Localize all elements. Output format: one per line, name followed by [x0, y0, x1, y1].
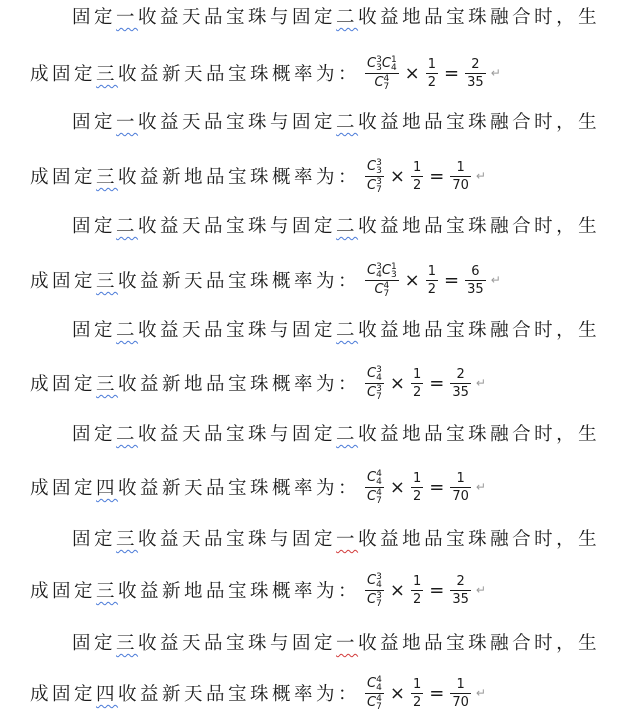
spellcheck-flagged-text: 二	[116, 320, 139, 341]
superscript: 3	[376, 364, 382, 375]
subscript: 7	[383, 288, 390, 299]
sub-superscript	[376, 470, 382, 486]
combination-term	[367, 366, 382, 381]
result-fraction-denominator: 70	[452, 488, 469, 504]
equals-sign: =	[444, 269, 460, 291]
combination-term	[367, 489, 382, 504]
combination-fraction-denominator	[372, 75, 391, 91]
spellcheck-flagged-text: 二	[336, 7, 359, 28]
text-run: 收益地品宝珠融合时，生	[358, 7, 601, 28]
times-sign: ×	[389, 579, 405, 601]
subscript: 3	[390, 269, 397, 280]
superscript: 4	[376, 468, 382, 479]
line-text	[30, 577, 360, 603]
text-run: 收益新地品宝珠概率为：	[118, 374, 361, 395]
result-fraction-denominator: 70	[452, 177, 469, 193]
text-run: 收益新天品宝珠概率为：	[118, 64, 361, 85]
superscript: 3	[376, 176, 382, 187]
subscript: 7	[376, 495, 382, 506]
superscript: 1	[390, 261, 397, 272]
combination-term	[367, 159, 382, 174]
fraction-bar	[465, 73, 486, 74]
combination-term	[367, 695, 382, 710]
combination-symbol: C	[367, 573, 377, 588]
combination-fraction	[365, 263, 399, 298]
fraction-bar	[411, 590, 423, 591]
sub-superscript	[376, 489, 382, 505]
probability-formula	[362, 676, 486, 711]
spellcheck-flagged-text: 二	[116, 216, 139, 237]
paragraph-return-mark-icon: ↵	[475, 376, 486, 390]
half-fraction-numerator: 1	[412, 159, 422, 175]
combination-term	[367, 178, 382, 193]
line-text	[30, 267, 360, 293]
combination-term	[367, 592, 382, 607]
subscript: 7	[376, 701, 382, 712]
combination-fraction-denominator	[365, 178, 384, 194]
superscript: 3	[376, 590, 382, 601]
sub-superscript	[376, 366, 382, 382]
superscript: 4	[376, 674, 382, 685]
text-run: 收益地品宝珠融合时，生	[358, 633, 601, 654]
paragraph-return-mark-icon: ↵	[475, 583, 486, 597]
times-sign: ×	[389, 476, 405, 498]
paragraph-return-mark-icon: ↵	[475, 480, 486, 494]
spellcheck-flagged-text: 四	[96, 684, 119, 705]
text-run: 成固定	[30, 478, 97, 499]
sub-superscript	[384, 75, 390, 91]
result-fraction-denominator: 35	[467, 74, 484, 90]
result-fraction	[450, 471, 471, 504]
combination-term	[382, 263, 397, 278]
spellcheck-flagged-text: 三	[96, 271, 119, 292]
fraction-bar	[450, 487, 471, 488]
spellcheck-flagged-text: 三	[96, 581, 119, 602]
text-run: 成固定	[30, 581, 97, 602]
text-run: 成固定	[30, 271, 97, 292]
combination-term	[374, 282, 389, 297]
line-text	[30, 680, 360, 706]
probability-formula	[362, 56, 501, 91]
spellcheck-flagged-text: 二	[116, 424, 139, 445]
paragraph-return-mark-icon: ↵	[490, 273, 501, 287]
combination-symbol: C	[367, 366, 377, 381]
fraction-bar	[365, 280, 399, 281]
text-run: 固定	[72, 112, 117, 133]
subscript: 3	[376, 165, 382, 176]
combination-fraction-numerator	[365, 56, 399, 72]
combination-fraction-numerator	[365, 263, 399, 279]
combination-symbol: C	[367, 159, 377, 174]
spellcheck-flagged-text: 三	[96, 374, 119, 395]
result-fraction-numerator: 1	[456, 470, 465, 486]
fraction-bar	[411, 383, 423, 384]
fraction-bar	[426, 280, 438, 281]
spellcheck-flagged-text: 四	[96, 478, 119, 499]
combination-term	[367, 385, 382, 400]
half-fraction	[426, 57, 438, 90]
superscript: 3	[376, 54, 382, 65]
half-fraction-numerator: 1	[412, 676, 422, 692]
sub-superscript	[376, 159, 382, 175]
combination-fraction	[365, 366, 384, 401]
paragraph-return-mark-icon: ↵	[475, 169, 486, 183]
text-run: 成固定	[30, 374, 97, 395]
combination-symbol: C	[374, 75, 384, 90]
combination-fraction-numerator	[365, 676, 384, 692]
combination-symbol: C	[367, 56, 377, 71]
sub-superscript	[376, 385, 382, 401]
text-run: 收益新地品宝珠概率为：	[118, 581, 361, 602]
combination-symbol: C	[367, 592, 377, 607]
text-run: 固定	[72, 424, 117, 445]
sub-superscript	[391, 56, 397, 72]
sub-superscript	[391, 263, 397, 279]
fraction-bar	[450, 176, 471, 177]
result-fraction-numerator: 1	[456, 159, 465, 175]
sub-superscript	[376, 592, 382, 608]
subscript: 4	[376, 579, 382, 590]
combination-term	[374, 75, 389, 90]
result-fraction	[450, 160, 471, 193]
text-run: 收益天品宝珠与固定	[138, 7, 337, 28]
fraction-bar	[426, 73, 438, 74]
text-run: 固定	[72, 529, 117, 550]
superscript: 4	[383, 280, 390, 291]
superscript: 4	[376, 487, 382, 498]
times-sign: ×	[404, 62, 420, 84]
half-fraction-denominator: 2	[412, 384, 422, 400]
spellcheck-flagged-text: 二	[336, 112, 359, 133]
times-sign: ×	[389, 165, 405, 187]
subscript: 7	[376, 598, 382, 609]
paragraph-return-mark-icon: ↵	[475, 686, 486, 700]
subscript: 4	[376, 269, 382, 280]
subscript: 4	[376, 682, 382, 693]
combination-symbol: C	[367, 385, 377, 400]
times-sign: ×	[404, 269, 420, 291]
spellcheck-flagged-text: 一	[336, 529, 359, 550]
combination-term	[367, 470, 382, 485]
half-fraction-denominator: 2	[412, 177, 422, 193]
fraction-bar	[411, 176, 423, 177]
combination-fraction	[365, 573, 384, 608]
combination-fraction	[365, 676, 384, 711]
text-run: 收益地品宝珠融合时，生	[358, 424, 601, 445]
result-fraction	[450, 574, 471, 607]
combination-symbol: C	[367, 263, 377, 278]
probability-formula	[362, 263, 501, 298]
superscript: 4	[383, 73, 390, 84]
combination-fraction-denominator	[372, 282, 391, 298]
result-fraction	[450, 367, 471, 400]
half-fraction-denominator: 2	[412, 591, 422, 607]
text-run: 成固定	[30, 684, 97, 705]
probability-formula	[362, 573, 486, 608]
paragraph-line-1	[0, 318, 622, 344]
half-fraction-denominator: 2	[412, 488, 422, 504]
superscript: 3	[376, 571, 382, 582]
text-run: 收益地品宝珠融合时，生	[358, 216, 601, 237]
paragraph-line-2	[0, 459, 622, 515]
result-fraction-numerator: 6	[471, 263, 480, 279]
half-fraction-denominator: 2	[427, 281, 437, 297]
combination-fraction-numerator	[365, 470, 384, 486]
half-fraction-denominator: 2	[427, 74, 437, 90]
result-fraction	[465, 264, 486, 297]
spellcheck-flagged-text: 三	[116, 529, 139, 550]
probability-formula	[362, 366, 486, 401]
combination-fraction-numerator	[365, 159, 384, 175]
text-run: 收益新地品宝珠概率为：	[118, 167, 361, 188]
paragraph-return-mark-icon: ↵	[490, 66, 501, 80]
spellcheck-flagged-text: 二	[336, 216, 359, 237]
times-sign: ×	[389, 372, 405, 394]
subscript: 7	[376, 391, 382, 402]
paragraph-line-1	[0, 631, 622, 657]
text-run: 固定	[72, 320, 117, 341]
line-text	[30, 60, 360, 86]
fraction-bar	[450, 590, 471, 591]
line-text	[30, 370, 360, 396]
text-run: 固定	[72, 7, 117, 28]
paragraph-line-2	[0, 355, 622, 411]
result-fraction-denominator: 35	[467, 281, 484, 297]
superscript: 4	[376, 693, 382, 704]
paragraph-line-1	[0, 110, 622, 136]
equals-sign: =	[429, 165, 445, 187]
equals-sign: =	[429, 682, 445, 704]
combination-symbol: C	[381, 56, 391, 71]
result-fraction-denominator: 35	[452, 591, 469, 607]
combination-symbol: C	[367, 695, 377, 710]
text-run: 收益新天品宝珠概率为：	[118, 478, 361, 499]
superscript: 3	[376, 261, 382, 272]
text-run: 收益天品宝珠与固定	[138, 633, 337, 654]
spellcheck-flagged-text: 三	[96, 64, 119, 85]
text-run: 固定	[72, 216, 117, 237]
spellcheck-flagged-text: 一	[116, 7, 139, 28]
half-fraction	[411, 471, 423, 504]
text-run: 成固定	[30, 64, 97, 85]
spellcheck-flagged-text: 二	[336, 320, 359, 341]
combination-symbol: C	[367, 676, 377, 691]
sub-superscript	[376, 676, 382, 692]
equals-sign: =	[444, 62, 460, 84]
fraction-bar	[465, 280, 486, 281]
text-run: 固定	[72, 633, 117, 654]
equals-sign: =	[429, 372, 445, 394]
times-sign: ×	[389, 682, 405, 704]
text-run: 收益地品宝珠融合时，生	[358, 320, 601, 341]
equals-sign: =	[429, 476, 445, 498]
combination-fraction-denominator	[365, 489, 384, 505]
paragraph-line-1	[0, 5, 622, 31]
superscript: 3	[376, 157, 382, 168]
combination-symbol: C	[381, 263, 391, 278]
superscript: 1	[390, 54, 397, 65]
half-fraction-numerator: 1	[427, 263, 437, 279]
text-run: 收益天品宝珠与固定	[138, 424, 337, 445]
spellcheck-flagged-text: 二	[336, 424, 359, 445]
half-fraction	[411, 574, 423, 607]
subscript: 4	[390, 62, 397, 73]
superscript: 3	[376, 383, 382, 394]
text-run: 收益地品宝珠融合时，生	[358, 112, 601, 133]
text-run: 收益地品宝珠融合时，生	[358, 529, 601, 550]
spellcheck-flagged-text: 一	[336, 633, 359, 654]
equals-sign: =	[429, 579, 445, 601]
combination-fraction-numerator	[365, 573, 384, 589]
combination-symbol: C	[367, 470, 377, 485]
half-fraction	[411, 367, 423, 400]
result-fraction-numerator: 2	[471, 56, 480, 72]
combination-term	[367, 573, 382, 588]
half-fraction-numerator: 1	[412, 366, 422, 382]
text-run: 收益天品宝珠与固定	[138, 216, 337, 237]
spellcheck-flagged-text: 三	[96, 167, 119, 188]
text-run: 收益天品宝珠与固定	[138, 320, 337, 341]
probability-formula	[362, 470, 486, 505]
fraction-bar	[450, 693, 471, 694]
combination-term	[382, 56, 397, 71]
line-text	[30, 474, 360, 500]
paragraph-line-2	[0, 252, 622, 308]
fraction-bar	[411, 693, 423, 694]
paragraph-line-2	[0, 148, 622, 204]
half-fraction-numerator: 1	[427, 56, 437, 72]
result-fraction-numerator: 2	[456, 573, 465, 589]
sub-superscript	[376, 573, 382, 589]
spellcheck-flagged-text: 一	[116, 112, 139, 133]
fraction-bar	[411, 487, 423, 488]
result-fraction-denominator: 35	[452, 384, 469, 400]
combination-fraction	[365, 159, 384, 194]
subscript: 4	[376, 372, 382, 383]
probability-formula	[362, 159, 486, 194]
combination-symbol: C	[367, 178, 377, 193]
result-fraction-denominator: 70	[452, 694, 469, 710]
sub-superscript	[376, 178, 382, 194]
combination-symbol: C	[374, 282, 384, 297]
text-run: 收益天品宝珠与固定	[138, 112, 337, 133]
half-fraction-numerator: 1	[412, 573, 422, 589]
combination-fraction-numerator	[365, 366, 384, 382]
text-run: 收益新天品宝珠概率为：	[118, 684, 361, 705]
fraction-bar	[365, 73, 399, 74]
combination-term	[367, 676, 382, 691]
half-fraction-denominator: 2	[412, 694, 422, 710]
paragraph-line-2	[0, 45, 622, 101]
combination-fraction-denominator	[365, 592, 384, 608]
paragraph-line-1	[0, 527, 622, 553]
half-fraction-numerator: 1	[412, 470, 422, 486]
result-fraction	[465, 57, 486, 90]
combination-symbol: C	[367, 489, 377, 504]
result-fraction	[450, 677, 471, 710]
half-fraction	[411, 160, 423, 193]
paragraph-line-1	[0, 422, 622, 448]
text-run: 收益天品宝珠与固定	[138, 529, 337, 550]
combination-fraction-denominator	[365, 695, 384, 711]
half-fraction	[426, 264, 438, 297]
result-fraction-numerator: 1	[456, 676, 465, 692]
line-text	[30, 163, 360, 189]
result-fraction-numerator: 2	[456, 366, 465, 382]
subscript: 7	[376, 184, 382, 195]
paragraph-line-2	[0, 562, 622, 618]
combination-term	[367, 263, 382, 278]
subscript: 7	[383, 81, 390, 92]
sub-superscript	[376, 695, 382, 711]
half-fraction	[411, 677, 423, 710]
combination-term	[367, 56, 382, 71]
combination-fraction	[365, 56, 399, 91]
sub-superscript	[384, 282, 390, 298]
combination-fraction	[365, 470, 384, 505]
combination-fraction-denominator	[365, 385, 384, 401]
text-run: 成固定	[30, 167, 97, 188]
text-run: 收益新天品宝珠概率为：	[118, 271, 361, 292]
subscript: 3	[376, 62, 382, 73]
fraction-bar	[450, 383, 471, 384]
spellcheck-flagged-text: 三	[116, 633, 139, 654]
paragraph-line-1	[0, 214, 622, 240]
paragraph-line-2	[0, 665, 622, 721]
subscript: 4	[376, 476, 382, 487]
